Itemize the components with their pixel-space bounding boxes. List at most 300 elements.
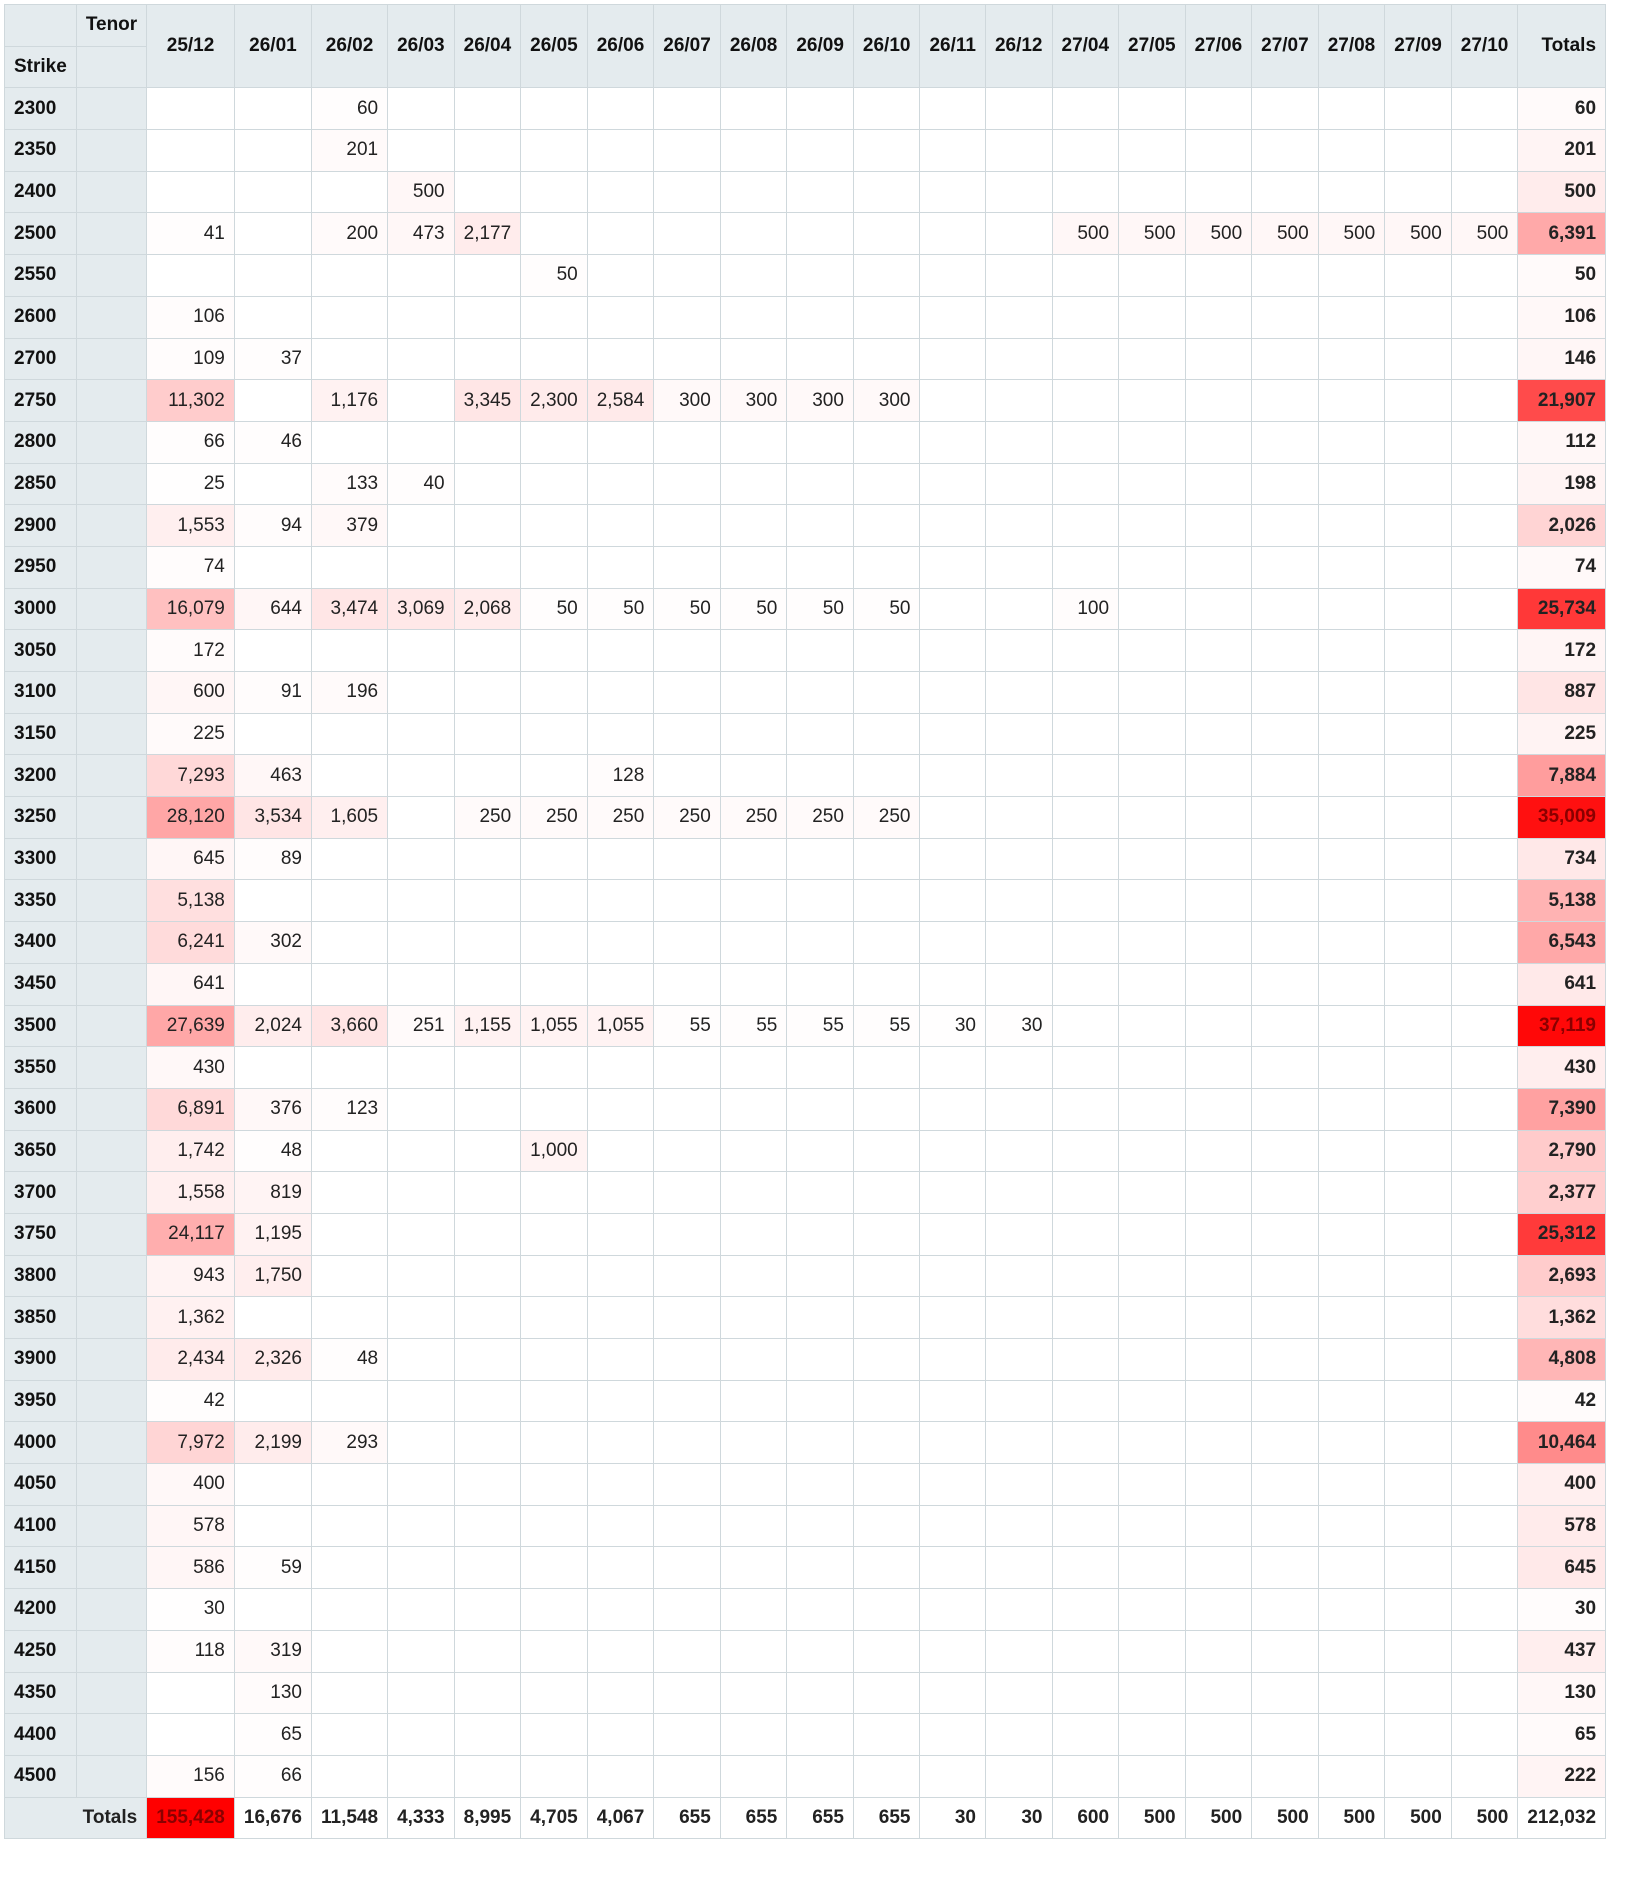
table-cell[interactable]	[521, 1213, 588, 1255]
table-cell[interactable]	[388, 130, 455, 172]
table-cell[interactable]	[388, 1130, 455, 1172]
table-cell[interactable]	[787, 713, 854, 755]
table-cell[interactable]	[1385, 713, 1452, 755]
table-cell[interactable]	[1451, 130, 1518, 172]
table-cell[interactable]	[1451, 546, 1518, 588]
table-cell[interactable]	[388, 1380, 455, 1422]
table-cell[interactable]	[1318, 755, 1385, 797]
table-cell[interactable]	[720, 1547, 787, 1589]
table-cell[interactable]	[720, 630, 787, 672]
table-cell[interactable]	[521, 421, 588, 463]
column-total-cell[interactable]: 500	[1318, 1797, 1385, 1839]
table-cell[interactable]	[147, 1672, 235, 1714]
table-cell[interactable]	[985, 1755, 1052, 1797]
column-total-cell[interactable]: 4,705	[521, 1797, 588, 1839]
table-cell[interactable]	[654, 713, 721, 755]
table-cell[interactable]	[1185, 296, 1252, 338]
table-cell[interactable]	[454, 1172, 521, 1214]
table-cell[interactable]	[985, 1422, 1052, 1464]
table-cell[interactable]	[1318, 338, 1385, 380]
table-cell[interactable]	[587, 922, 654, 964]
table-cell[interactable]	[1119, 963, 1186, 1005]
table-cell[interactable]: 59	[234, 1547, 311, 1589]
table-cell[interactable]	[985, 255, 1052, 297]
table-cell[interactable]	[654, 1172, 721, 1214]
table-cell[interactable]	[1185, 1714, 1252, 1756]
table-cell[interactable]	[787, 922, 854, 964]
table-cell[interactable]	[1052, 130, 1119, 172]
table-cell[interactable]	[1252, 880, 1319, 922]
table-cell[interactable]	[654, 505, 721, 547]
table-cell[interactable]	[1252, 546, 1319, 588]
column-total-cell[interactable]: 155,428	[147, 1797, 235, 1839]
table-cell[interactable]: 586	[147, 1547, 235, 1589]
table-cell[interactable]	[1318, 1714, 1385, 1756]
row-total-cell[interactable]: 6,543	[1518, 922, 1606, 964]
row-total-cell[interactable]: 50	[1518, 255, 1606, 297]
table-cell[interactable]	[1318, 1464, 1385, 1506]
table-cell[interactable]	[920, 1088, 986, 1130]
table-cell[interactable]	[920, 1505, 986, 1547]
table-cell[interactable]	[1052, 1213, 1119, 1255]
table-cell[interactable]: 1,553	[147, 505, 235, 547]
table-cell[interactable]	[1252, 1088, 1319, 1130]
table-cell[interactable]	[388, 380, 455, 422]
table-cell[interactable]: 50	[521, 588, 588, 630]
table-cell[interactable]	[654, 130, 721, 172]
table-cell[interactable]	[388, 1547, 455, 1589]
table-cell[interactable]	[1451, 296, 1518, 338]
strike-row-header[interactable]: 3750	[5, 1213, 77, 1255]
table-cell[interactable]	[388, 255, 455, 297]
table-cell[interactable]	[1252, 1005, 1319, 1047]
table-cell[interactable]	[1052, 1339, 1119, 1381]
table-cell[interactable]	[985, 963, 1052, 1005]
table-cell[interactable]	[787, 130, 854, 172]
table-cell[interactable]	[1119, 296, 1186, 338]
table-cell[interactable]	[985, 1630, 1052, 1672]
table-cell[interactable]	[1252, 922, 1319, 964]
column-header-26-03[interactable]: 26/03	[388, 5, 455, 88]
table-cell[interactable]	[1252, 1047, 1319, 1089]
table-cell[interactable]	[587, 255, 654, 297]
table-cell[interactable]	[1252, 1255, 1319, 1297]
table-cell[interactable]	[920, 130, 986, 172]
table-cell[interactable]	[985, 1464, 1052, 1506]
table-cell[interactable]	[853, 1422, 920, 1464]
table-cell[interactable]	[388, 1172, 455, 1214]
table-cell[interactable]	[920, 1213, 986, 1255]
table-cell[interactable]	[1318, 1505, 1385, 1547]
table-cell[interactable]	[787, 1213, 854, 1255]
table-cell[interactable]	[1318, 963, 1385, 1005]
table-cell[interactable]	[587, 838, 654, 880]
table-cell[interactable]	[654, 296, 721, 338]
table-cell[interactable]	[312, 1380, 388, 1422]
table-cell[interactable]	[985, 338, 1052, 380]
table-cell[interactable]	[787, 630, 854, 672]
table-cell[interactable]	[1052, 88, 1119, 130]
table-cell[interactable]: 3,069	[388, 588, 455, 630]
table-cell[interactable]	[853, 130, 920, 172]
table-cell[interactable]	[454, 630, 521, 672]
table-cell[interactable]	[1318, 1755, 1385, 1797]
table-cell[interactable]	[1451, 922, 1518, 964]
table-cell[interactable]	[1318, 922, 1385, 964]
table-cell[interactable]	[312, 963, 388, 1005]
table-cell[interactable]	[521, 630, 588, 672]
table-cell[interactable]: 55	[654, 1005, 721, 1047]
table-cell[interactable]	[587, 88, 654, 130]
table-cell[interactable]	[720, 1130, 787, 1172]
table-cell[interactable]	[720, 88, 787, 130]
table-cell[interactable]	[920, 963, 986, 1005]
table-cell[interactable]	[312, 1047, 388, 1089]
table-cell[interactable]	[853, 1088, 920, 1130]
table-cell[interactable]	[1252, 88, 1319, 130]
table-cell[interactable]	[1119, 1213, 1186, 1255]
strike-row-header[interactable]: 4100	[5, 1505, 77, 1547]
table-cell[interactable]	[521, 755, 588, 797]
table-cell[interactable]	[1185, 880, 1252, 922]
table-cell[interactable]	[654, 1088, 721, 1130]
table-cell[interactable]	[1052, 713, 1119, 755]
table-cell[interactable]	[1252, 1547, 1319, 1589]
table-cell[interactable]	[853, 1172, 920, 1214]
table-cell[interactable]	[985, 630, 1052, 672]
table-cell[interactable]	[1318, 88, 1385, 130]
table-cell[interactable]	[1451, 255, 1518, 297]
table-cell[interactable]	[920, 1672, 986, 1714]
row-total-cell[interactable]: 222	[1518, 1755, 1606, 1797]
table-cell[interactable]	[920, 1630, 986, 1672]
column-total-cell[interactable]: 655	[853, 1797, 920, 1839]
table-cell[interactable]	[920, 88, 986, 130]
table-cell[interactable]	[853, 1255, 920, 1297]
table-cell[interactable]	[920, 463, 986, 505]
table-cell[interactable]	[454, 130, 521, 172]
table-cell[interactable]	[587, 1088, 654, 1130]
table-cell[interactable]	[388, 1505, 455, 1547]
table-cell[interactable]	[454, 1505, 521, 1547]
table-cell[interactable]	[720, 1714, 787, 1756]
table-cell[interactable]: 94	[234, 505, 311, 547]
table-cell[interactable]	[388, 672, 455, 714]
table-cell[interactable]	[787, 1172, 854, 1214]
table-cell[interactable]	[654, 171, 721, 213]
table-cell[interactable]: 1,750	[234, 1255, 311, 1297]
table-cell[interactable]	[853, 880, 920, 922]
table-cell[interactable]: 1,605	[312, 797, 388, 839]
table-cell[interactable]	[720, 1380, 787, 1422]
table-cell[interactable]	[1185, 546, 1252, 588]
table-cell[interactable]	[521, 963, 588, 1005]
table-cell[interactable]	[853, 630, 920, 672]
table-cell[interactable]	[720, 1297, 787, 1339]
table-cell[interactable]	[1318, 1005, 1385, 1047]
column-total-cell[interactable]: 600	[1052, 1797, 1119, 1839]
table-cell[interactable]	[720, 338, 787, 380]
table-cell[interactable]	[1385, 1422, 1452, 1464]
strike-row-header[interactable]: 2900	[5, 505, 77, 547]
row-total-cell[interactable]: 437	[1518, 1630, 1606, 1672]
table-cell[interactable]	[1252, 380, 1319, 422]
strike-row-header[interactable]: 3200	[5, 755, 77, 797]
table-cell[interactable]: 50	[787, 588, 854, 630]
table-cell[interactable]	[920, 1339, 986, 1381]
table-cell[interactable]	[1252, 1672, 1319, 1714]
row-total-cell[interactable]: 578	[1518, 1505, 1606, 1547]
table-cell[interactable]	[1451, 1172, 1518, 1214]
table-cell[interactable]: 100	[1052, 588, 1119, 630]
table-cell[interactable]	[1252, 1589, 1319, 1631]
table-cell[interactable]	[654, 1589, 721, 1631]
table-cell[interactable]	[388, 1714, 455, 1756]
table-cell[interactable]: 1,055	[521, 1005, 588, 1047]
row-total-cell[interactable]: 30	[1518, 1589, 1606, 1631]
table-cell[interactable]	[521, 463, 588, 505]
strike-row-header[interactable]: 3950	[5, 1380, 77, 1422]
table-cell[interactable]	[1119, 838, 1186, 880]
table-cell[interactable]	[521, 505, 588, 547]
table-cell[interactable]: 50	[521, 255, 588, 297]
table-cell[interactable]	[521, 672, 588, 714]
table-cell[interactable]	[1119, 588, 1186, 630]
table-cell[interactable]	[388, 296, 455, 338]
table-cell[interactable]: 250	[454, 797, 521, 839]
table-cell[interactable]: 130	[234, 1672, 311, 1714]
table-cell[interactable]	[234, 130, 311, 172]
table-cell[interactable]: 500	[388, 171, 455, 213]
table-cell[interactable]: 641	[147, 963, 235, 1005]
column-header-27-06[interactable]: 27/06	[1185, 5, 1252, 88]
table-cell[interactable]	[1052, 1255, 1119, 1297]
strike-row-header[interactable]: 4350	[5, 1672, 77, 1714]
table-cell[interactable]	[985, 672, 1052, 714]
table-cell[interactable]	[1185, 1213, 1252, 1255]
table-cell[interactable]	[985, 130, 1052, 172]
table-cell[interactable]	[147, 130, 235, 172]
table-cell[interactable]	[388, 755, 455, 797]
table-cell[interactable]	[720, 213, 787, 255]
column-header-27-04[interactable]: 27/04	[1052, 5, 1119, 88]
table-cell[interactable]	[454, 1714, 521, 1756]
table-cell[interactable]	[521, 1172, 588, 1214]
table-cell[interactable]	[521, 1047, 588, 1089]
row-total-cell[interactable]: 2,026	[1518, 505, 1606, 547]
table-cell[interactable]	[587, 505, 654, 547]
row-total-cell[interactable]: 7,884	[1518, 755, 1606, 797]
table-cell[interactable]	[985, 1714, 1052, 1756]
table-cell[interactable]	[1185, 1547, 1252, 1589]
table-cell[interactable]	[454, 421, 521, 463]
strike-row-header[interactable]: 4500	[5, 1755, 77, 1797]
table-cell[interactable]	[920, 213, 986, 255]
table-cell[interactable]	[1385, 1047, 1452, 1089]
table-cell[interactable]	[1185, 130, 1252, 172]
table-cell[interactable]	[1318, 1380, 1385, 1422]
table-cell[interactable]	[853, 1464, 920, 1506]
table-cell[interactable]: 943	[147, 1255, 235, 1297]
table-cell[interactable]	[521, 1339, 588, 1381]
table-cell[interactable]	[587, 1755, 654, 1797]
table-cell[interactable]	[1451, 630, 1518, 672]
table-cell[interactable]	[853, 1380, 920, 1422]
table-cell[interactable]	[1185, 1630, 1252, 1672]
table-cell[interactable]	[147, 171, 235, 213]
table-cell[interactable]	[454, 713, 521, 755]
table-cell[interactable]	[521, 88, 588, 130]
table-cell[interactable]	[1385, 463, 1452, 505]
table-cell[interactable]	[1052, 1464, 1119, 1506]
table-cell[interactable]	[787, 1088, 854, 1130]
row-total-cell[interactable]: 35,009	[1518, 797, 1606, 839]
table-cell[interactable]	[1385, 755, 1452, 797]
table-cell[interactable]	[920, 1422, 986, 1464]
table-cell[interactable]: 66	[147, 421, 235, 463]
table-cell[interactable]	[1385, 1172, 1452, 1214]
table-cell[interactable]	[312, 838, 388, 880]
table-cell[interactable]	[654, 463, 721, 505]
table-cell[interactable]	[234, 1505, 311, 1547]
strike-row-header[interactable]: 3050	[5, 630, 77, 672]
table-cell[interactable]	[1318, 1297, 1385, 1339]
table-cell[interactable]	[587, 630, 654, 672]
table-cell[interactable]	[234, 213, 311, 255]
table-cell[interactable]	[920, 1255, 986, 1297]
table-cell[interactable]: 430	[147, 1047, 235, 1089]
table-cell[interactable]	[985, 922, 1052, 964]
strike-row-header[interactable]: 3700	[5, 1172, 77, 1214]
table-cell[interactable]: 24,117	[147, 1213, 235, 1255]
table-cell[interactable]	[1451, 713, 1518, 755]
table-cell[interactable]	[388, 1297, 455, 1339]
table-cell[interactable]	[1119, 630, 1186, 672]
table-cell[interactable]	[720, 1047, 787, 1089]
table-cell[interactable]	[1185, 1172, 1252, 1214]
table-cell[interactable]	[1318, 1255, 1385, 1297]
row-total-cell[interactable]: 10,464	[1518, 1422, 1606, 1464]
table-cell[interactable]	[1252, 1130, 1319, 1172]
table-cell[interactable]	[720, 546, 787, 588]
table-cell[interactable]	[454, 1630, 521, 1672]
table-cell[interactable]	[1185, 1464, 1252, 1506]
row-total-cell[interactable]: 641	[1518, 963, 1606, 1005]
table-cell[interactable]	[388, 505, 455, 547]
table-cell[interactable]: 30	[147, 1589, 235, 1631]
table-cell[interactable]	[1451, 1505, 1518, 1547]
row-total-cell[interactable]: 112	[1518, 421, 1606, 463]
row-total-cell[interactable]: 172	[1518, 630, 1606, 672]
table-cell[interactable]	[1451, 463, 1518, 505]
table-cell[interactable]	[985, 880, 1052, 922]
table-cell[interactable]	[312, 1255, 388, 1297]
strike-row-header[interactable]: 4400	[5, 1714, 77, 1756]
table-cell[interactable]	[920, 1589, 986, 1631]
table-cell[interactable]	[1052, 1380, 1119, 1422]
strike-row-header[interactable]: 2800	[5, 421, 77, 463]
table-cell[interactable]	[720, 1589, 787, 1631]
table-cell[interactable]	[1451, 588, 1518, 630]
table-cell[interactable]	[1385, 1547, 1452, 1589]
table-cell[interactable]	[388, 1088, 455, 1130]
table-cell[interactable]	[787, 1422, 854, 1464]
table-cell[interactable]	[787, 1047, 854, 1089]
table-cell[interactable]	[654, 213, 721, 255]
table-cell[interactable]: 128	[587, 755, 654, 797]
table-cell[interactable]	[1318, 1422, 1385, 1464]
table-cell[interactable]	[521, 1297, 588, 1339]
table-cell[interactable]	[1318, 630, 1385, 672]
table-cell[interactable]	[1451, 421, 1518, 463]
table-cell[interactable]	[1252, 505, 1319, 547]
table-cell[interactable]	[454, 1589, 521, 1631]
table-cell[interactable]	[720, 130, 787, 172]
table-cell[interactable]: 302	[234, 922, 311, 964]
table-cell[interactable]	[1185, 505, 1252, 547]
table-cell[interactable]	[147, 1714, 235, 1756]
table-cell[interactable]	[587, 296, 654, 338]
table-cell[interactable]	[1318, 1630, 1385, 1672]
table-cell[interactable]	[521, 1088, 588, 1130]
table-cell[interactable]	[1052, 463, 1119, 505]
table-cell[interactable]	[1385, 1297, 1452, 1339]
table-cell[interactable]	[1052, 296, 1119, 338]
table-cell[interactable]	[1252, 1422, 1319, 1464]
strike-row-header[interactable]: 3100	[5, 672, 77, 714]
table-cell[interactable]: 1,362	[147, 1297, 235, 1339]
table-cell[interactable]	[1052, 797, 1119, 839]
table-cell[interactable]	[1185, 1130, 1252, 1172]
table-cell[interactable]	[985, 1088, 1052, 1130]
table-cell[interactable]	[1252, 797, 1319, 839]
strike-row-header[interactable]: 3150	[5, 713, 77, 755]
table-cell[interactable]: 27,639	[147, 1005, 235, 1047]
table-cell[interactable]	[1451, 1422, 1518, 1464]
table-cell[interactable]	[720, 880, 787, 922]
table-cell[interactable]	[1119, 171, 1186, 213]
table-cell[interactable]: 1,195	[234, 1213, 311, 1255]
table-cell[interactable]	[234, 880, 311, 922]
table-cell[interactable]	[1451, 1255, 1518, 1297]
table-cell[interactable]	[1451, 338, 1518, 380]
table-cell[interactable]: 819	[234, 1172, 311, 1214]
table-cell[interactable]	[1385, 588, 1452, 630]
table-cell[interactable]	[720, 963, 787, 1005]
table-cell[interactable]	[920, 296, 986, 338]
table-cell[interactable]	[234, 1589, 311, 1631]
table-cell[interactable]	[521, 922, 588, 964]
table-cell[interactable]	[454, 255, 521, 297]
table-cell[interactable]	[985, 88, 1052, 130]
table-cell[interactable]	[1185, 1672, 1252, 1714]
table-cell[interactable]: 1,176	[312, 380, 388, 422]
table-cell[interactable]	[985, 1172, 1052, 1214]
table-cell[interactable]	[787, 1339, 854, 1381]
table-cell[interactable]	[312, 1589, 388, 1631]
row-total-cell[interactable]: 25,734	[1518, 588, 1606, 630]
table-cell[interactable]: 251	[388, 1005, 455, 1047]
table-cell[interactable]	[1052, 1088, 1119, 1130]
table-cell[interactable]	[985, 1505, 1052, 1547]
table-cell[interactable]	[985, 421, 1052, 463]
table-cell[interactable]	[787, 880, 854, 922]
table-cell[interactable]	[1252, 1339, 1319, 1381]
table-cell[interactable]: 500	[1252, 213, 1319, 255]
strike-row-header[interactable]: 3550	[5, 1047, 77, 1089]
row-total-cell[interactable]: 37,119	[1518, 1005, 1606, 1047]
column-header-26-05[interactable]: 26/05	[521, 5, 588, 88]
